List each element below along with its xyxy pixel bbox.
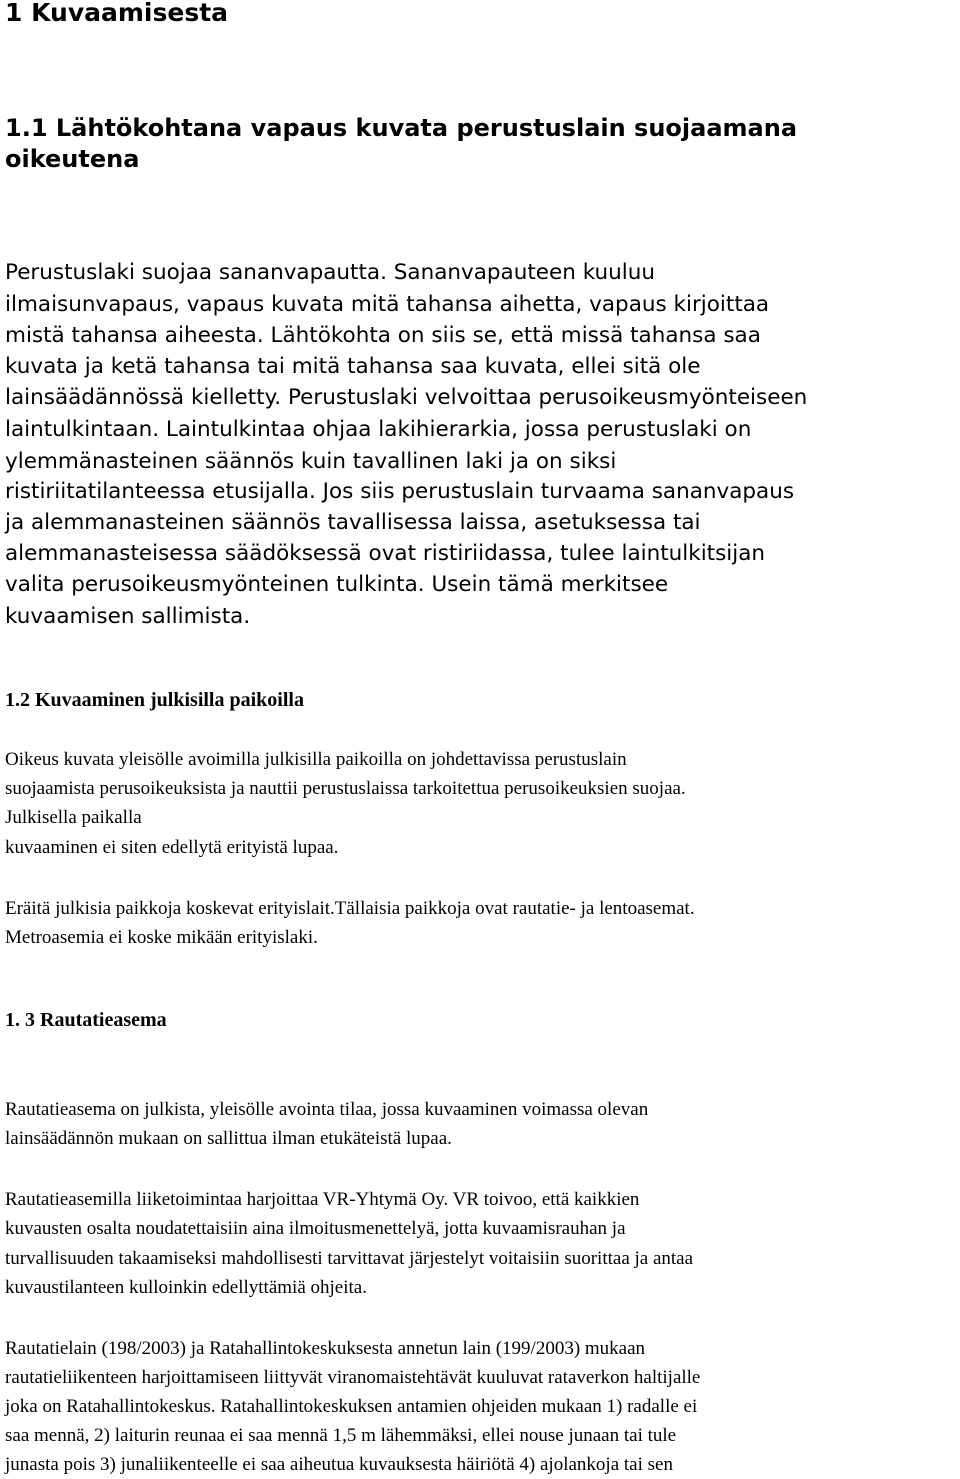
paragraph-line: Oikeus kuvata yleisölle avoimilla julkisilla paikoilla on johdettavissa perustuslain [5,749,627,770]
paragraph-line: kuvausten osalta noudatettaisiin aina ilmoitusmenettelyä, jotta kuvaamisrauhan ja [5,1218,626,1239]
paragraph-line: ilmaisunvapaus, vapaus kuvata mitä tahansa aihetta, vapaus kirjoittaa [5,292,770,317]
paragraph-line: alemmanasteisessa säädöksessä ovat ristiriidassa, tulee laintulkitsijan [5,541,766,566]
paragraph-line: mistä tahansa aiheesta. Lähtökohta on siis se, että missä tahansa saa [5,323,761,348]
paragraph-line: Perustuslaki suojaa sananvapautta. Sananvapauteen kuuluu [5,260,655,285]
paragraph-line: suojaamista perusoikeuksista ja nauttii perustuslaissa tarkoitettua perusoikeuksien suojaa. [5,778,686,799]
paragraph-line: Metroasemia ei koske mikään erityislaki. [5,927,318,948]
heading-1-1: 1.1 Lähtökohtana vapaus kuvata perustuslain suojaamana oikeutena [5,114,798,173]
paragraph-line: Rautatieasema on julkista, yleisölle avointa tilaa, jossa kuvaaminen voimassa olevan [5,1099,649,1120]
paragraph-line: kuvata ja ketä tahansa tai mitä tahansa saa kuvata, ellei sitä ole [5,354,701,379]
heading-kuvaamisesta: 1 Kuvaamisesta [5,0,229,27]
paragraph-line: valita perusoikeusmyönteinen tulkinta. Usein tämä merkitsee [5,572,669,597]
heading-1-2: 1.2 Kuvaaminen julkisilla paikoilla [5,689,304,711]
paragraph-line: Eräitä julkisia paikkoja koskevat erityislait.Tällaisia paikkoja ovat rautatie- ja lentoasemat. [5,898,695,919]
paragraph-line: kuvaaminen ei siten edellytä erityistä lupaa. [5,837,339,858]
paragraph-line: Rautatielain (198/2003) ja Ratahallintokeskuksesta annetun lain (199/2003) mukaan [5,1338,646,1359]
paragraph-line: ja alemmanasteinen säännös tavallisessa laissa, asetuksessa tai [5,510,701,535]
paragraph-line: ylemmänasteinen säännös kuin tavallinen laki ja on siksi [5,449,617,474]
paragraph-line: lainsäädännön mukaan on sallittua ilman etukäteistä lupaa. [5,1128,452,1149]
paragraph-line: joka on Ratahallintokeskus. Ratahallintokeskuksen antamien ohjeiden mukaan 1) radalle ei [5,1396,698,1417]
paragraph-line: saa mennä, 2) laiturin reunaa ei saa mennä 1,5 m lähemmäksi, ellei nouse junaan tai tule [5,1425,677,1446]
paragraph-line: junasta pois 3) junaliikenteelle ei saa aiheutua kuvauksesta häiriötä 4) ajolankoja tai sen [5,1454,673,1475]
paragraph-line: kuvaamisen sallimista. [5,604,251,629]
paragraph-line: kuvaustilanteen kulloinkin edellyttämiä ohjeita. [5,1277,367,1298]
paragraph-line: Julkisella paikalla [5,807,142,828]
paragraph-line: rautatieliikenteen harjoittamiseen liittyvät viranomaistehtävät kuuluvat rataverkon haltijalle [5,1367,701,1388]
paragraph-line: Rautatieasemilla liiketoimintaa harjoittaa VR-Yhtymä Oy. VR toivoo, että kaikkien [5,1189,640,1210]
paragraph-line: laintulkintaan. Laintulkintaa ohjaa lakihierarkia, jossa perustuslaki on [5,417,752,442]
paragraph-line: ristiriitatilanteessa etusijalla. Jos siis perustuslain turvaama sananvapaus [5,479,795,504]
paragraph-line: lainsäädännössä kielletty. Perustuslaki velvoittaa perusoikeusmyönteiseen [5,385,808,410]
heading-1-3: 1. 3 Rautatieasema [5,1009,167,1031]
paragraph-line: turvallisuuden takaamiseksi mahdollisesti tarvittavat järjestelyt voitaisiin suorittaa ja antaa [5,1248,694,1269]
